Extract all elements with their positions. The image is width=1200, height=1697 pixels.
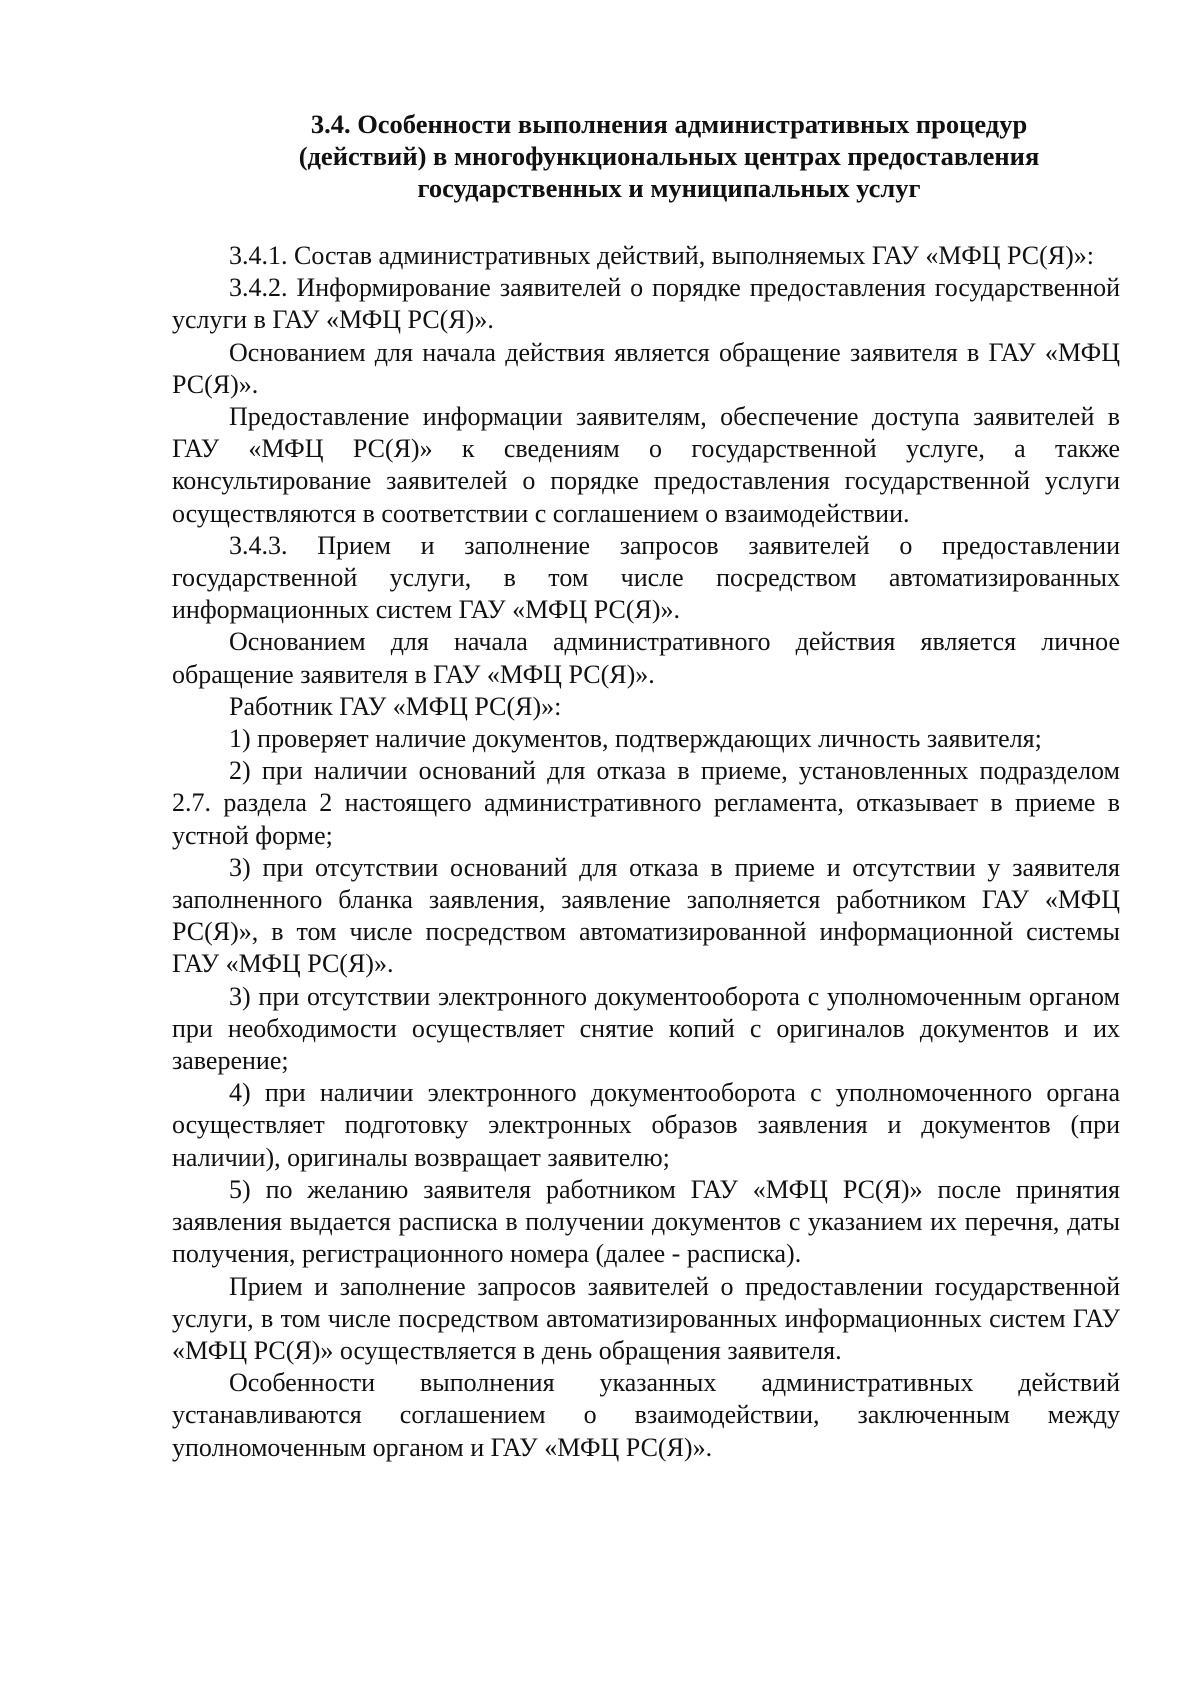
list-item: 3) при отсутствии оснований для отказа в приеме и отсутствии у заявителя заполненного бланка заявления, заявление заполняется работником ГАУ «МФЦ РС(Я)», в том числе посредством автоматизированной информационной системы ГАУ «МФЦ РС(Я)».	[172, 852, 1120, 979]
paragraph: Особенности выполнения указанных административных действий устанавливаются соглашением о взаимодействии, заключенным между уполномоченным органом и ГАУ «МФЦ РС(Я)».	[172, 1368, 1120, 1462]
paragraph: Основанием для начала действия является обращение заявителя в ГАУ «МФЦ РС(Я)».	[172, 337, 1120, 399]
document-page	[172, 108, 1120, 1464]
paragraph-3-4-2: 3.4.2. Информирование заявителей о порядке предоставления государственной услуги в ГАУ «МФЦ РС(Я)».	[172, 273, 1120, 335]
list-item: 2) при наличии оснований для отказа в приеме, установленных подразделом 2.7. раздела 2 настоящего административного регламента, отказывает в приеме в устной форме;	[172, 756, 1120, 850]
heading-line: (действий) в многофункциональных центрах предоставления	[298, 141, 1040, 171]
paragraph: Предоставление информации заявителям, обеспечение доступа заявителей в ГАУ «МФЦ РС(Я)» к сведениям о государственной услуге, а также консультирование заявителей о порядке предоставления государственной услуги осуществляются в соответствии с соглашением о взаимодействии.	[172, 402, 1120, 528]
section-heading	[172, 108, 1120, 204]
heading-line: государственных и муниципальных услуг	[417, 173, 921, 203]
paragraph: Работник ГАУ «МФЦ РС(Я)»:	[229, 691, 562, 721]
paragraph: Прием и заполнение запросов заявителей о предоставлении государственной услуги, в том числе посредством автоматизированных информационных систем ГАУ «МФЦ РС(Я)» осуществляется в день обращения заявителя.	[172, 1271, 1120, 1365]
paragraph-3-4-3: 3.4.3. Прием и заполнение запросов заявителей о предоставлении государственной услуги, в том числе посредством автоматизированных информационных систем ГАУ «МФЦ РС(Я)».	[172, 530, 1120, 625]
list-item: 1) проверяет наличие документов, подтверждающих личность заявителя;	[229, 724, 1042, 754]
paragraph: Основанием для начала административного действия является личное обращение заявителя в ГАУ «МФЦ РС(Я)».	[172, 627, 1120, 689]
heading-line: 3.4. Особенности выполнения административных процедур	[310, 109, 1028, 139]
list-item: 5) по желанию заявителя работником ГАУ «МФЦ РС(Я)» после принятия заявления выдается расписка в получении документов с указанием их перечня, даты получения, регистрационного номера (далее - расписка).	[172, 1174, 1120, 1269]
list-item: 4) при наличии электронного документооборота с уполномоченного органа осуществляет подготовку электронных образов заявления и документов (при наличии), оригиналы возвращает заявителю;	[172, 1078, 1120, 1172]
list-item: 3) при отсутствии электронного документооборота с уполномоченным органом при необходимости осуществляет снятие копий с оригиналов документов и их заверение;	[172, 981, 1120, 1076]
paragraph-3-4-1: 3.4.1. Состав административных действий, выполняемых ГАУ «МФЦ РС(Я)»:	[229, 241, 1095, 270]
